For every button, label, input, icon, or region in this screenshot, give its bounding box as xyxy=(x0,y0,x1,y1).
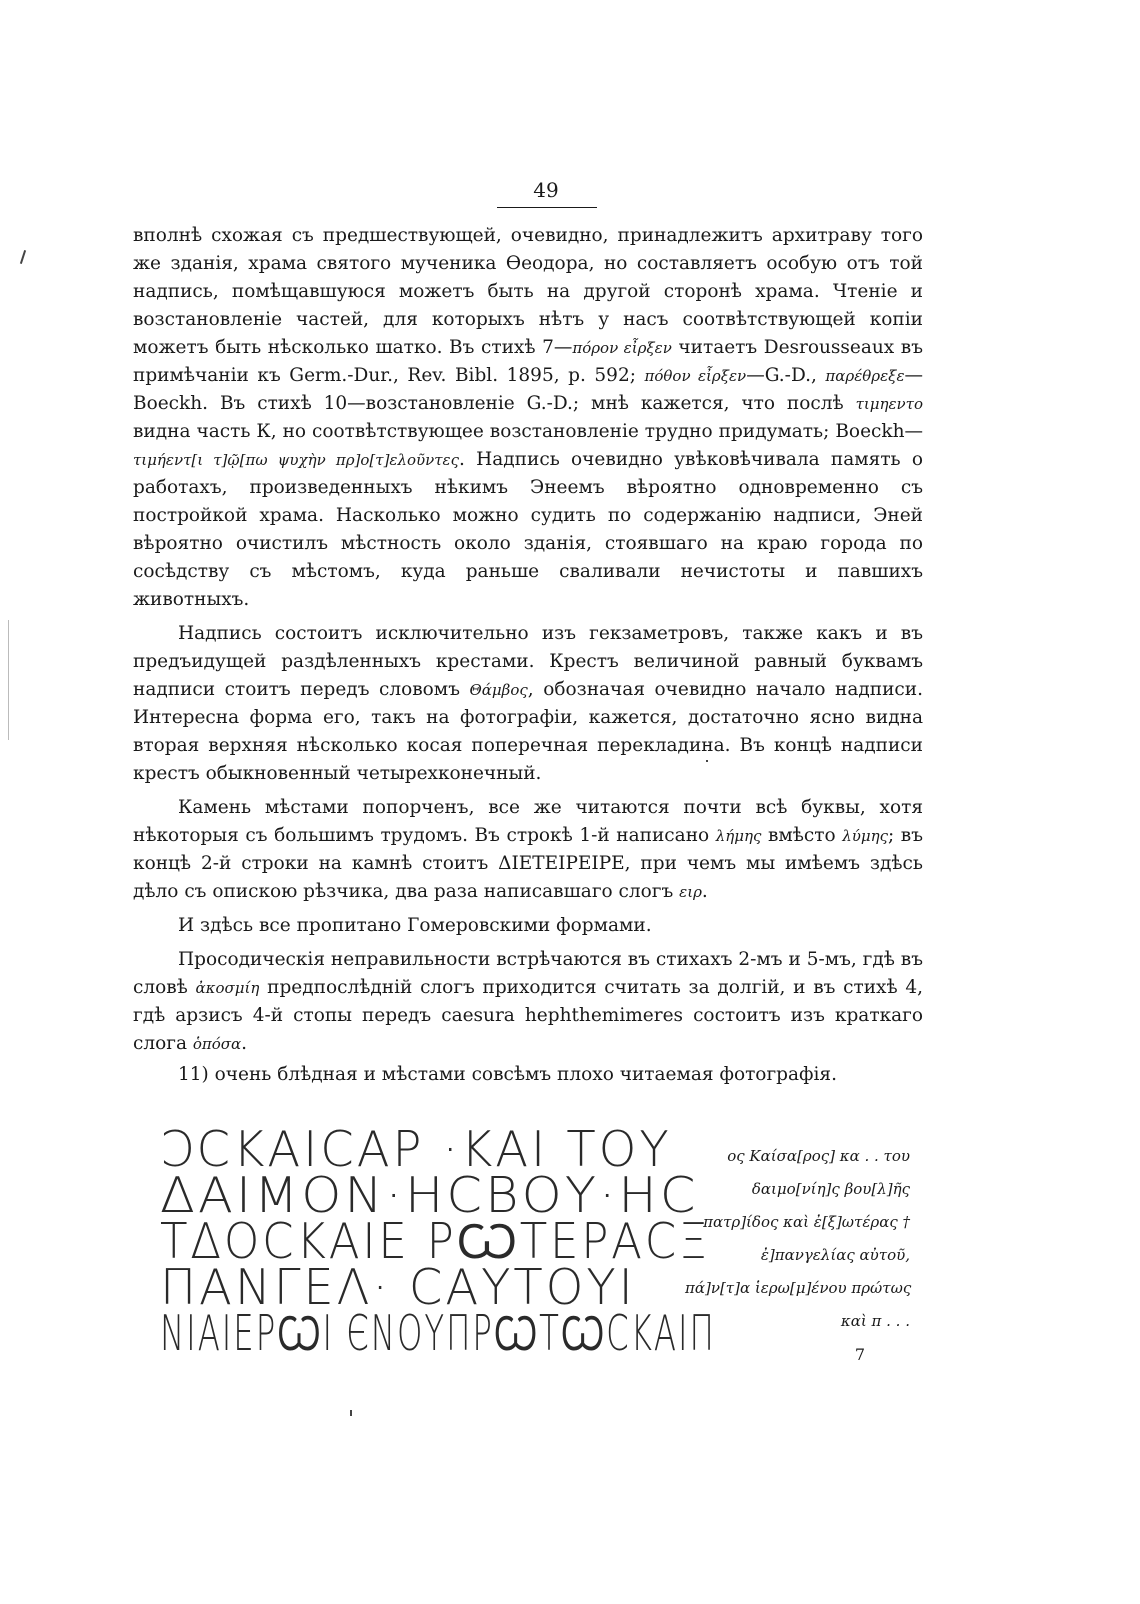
paragraph-1 xyxy=(133,222,923,614)
page-number-rule xyxy=(497,207,597,208)
paragraph-3 xyxy=(133,794,923,906)
greek-phrase: ὁπόσα xyxy=(192,1035,242,1053)
transcription-line-2: δαιμο[νίη]ς βου[λ]ῆς xyxy=(751,1180,910,1198)
text-run: вмѣсто xyxy=(761,825,843,846)
paragraph-4 xyxy=(133,912,923,940)
greek-phrase: πόθον εἶρξεν xyxy=(644,367,747,385)
scan-mark xyxy=(20,250,26,264)
text-run: И здѣсь все пропитано Гомеровскими формами. xyxy=(178,915,652,936)
text-run: . xyxy=(701,881,708,902)
page-number: 49 xyxy=(533,178,559,202)
inscription-transcription xyxy=(685,1140,910,1338)
text-run: вполнѣ схожая съ предшествующей, очевидно, принадлежитъ архитраву того же зданія, храма святого мученика Ѳеодора, но составляетъ особую отъ той надпись, помѣщавшуюся можетъ быть на другой сторонѣ храма. Чтеніе и возстановленіе частей, для которыхъ нѣтъ у насъ соотвѣтствующей копіи можетъ быть нѣсколько шатко. Въ стихѣ 7— xyxy=(133,225,923,358)
inscription-line-2: ΔΑΙΜΟΝ·ΗCΒΟΥ·ΗC xyxy=(160,1167,699,1224)
line-number: 7 xyxy=(854,1345,866,1364)
text-run: —G.-D., xyxy=(746,365,826,386)
transcription-line-1: ος Καίσα[ρος] κα . . του xyxy=(727,1147,910,1165)
transcription-line-6: καὶ π . . . xyxy=(840,1312,910,1330)
scan-speck xyxy=(706,760,708,762)
paragraph-5 xyxy=(133,946,923,1058)
text-run: предпослѣдній слогъ приходится считать за долгій, и въ стихѣ 4, гдѣ арзисъ 4-й стопы передъ caesura hephthemimeres состоитъ изъ краткаго слога xyxy=(133,977,923,1054)
greek-phrase: λήμης xyxy=(715,827,762,845)
body-text xyxy=(133,222,923,1058)
scan-speck xyxy=(350,1410,352,1416)
transcription-line-4: ἐ]πανγελίας αὐτοῦ, xyxy=(760,1246,910,1264)
greek-phrase: Θάμβος xyxy=(469,681,528,699)
greek-phrase: ειρ xyxy=(679,883,702,901)
greek-phrase: λύμης xyxy=(842,827,888,845)
text-run: —Boeckh. Въ стихѣ 10—возстановленіе G.-D.; мнѣ кажется, что послѣ xyxy=(133,365,923,414)
inscription-line-3: ΤΔΟCΚΑΙΕ ΡѠΤΕΡΑCΞ xyxy=(160,1213,711,1270)
text-run: читаетъ Desrousseaux въ примѣчаніи къ Germ.-Dur., Rev. Bibl. 1895, p. 592; xyxy=(133,337,923,386)
text-run: видна часть К, но соотвѣтствующее возстановленіе трудно придумать; Boeckh— xyxy=(133,421,923,442)
transcription-line-5: πά]ν[τ]α ἱερω[μ]ένου πρώτως xyxy=(685,1279,912,1297)
text-run: . Надпись очевидно увѣковѣчивала память о работахъ, произведенныхъ нѣкимъ Энеемъ вѣроятно одновременно съ постройкой храма. Насколько можно судить по содержанію надписи, Эней вѣроятно очистилъ мѣстность около зданія, стоявшаго на краю города по сосѣдству съ мѣстомъ, куда раньше сваливали нечистоты и павшихъ животныхъ. xyxy=(133,449,923,610)
inscription-line-1: ϽCΚΑΙCΑΡ ·ΚΑΙ ΤΟΥ xyxy=(160,1121,672,1178)
text-run: Надпись состоитъ исключительно изъ гекзаметровъ, также какъ и въ предъидущей раздѣленныхъ крестами. Крестъ величиной равный буквамъ надписи стоитъ передъ словомъ xyxy=(133,623,923,700)
greek-phrase: ἀκοσμίη xyxy=(195,979,260,997)
scan-edge-line xyxy=(8,620,9,740)
greek-phrase: πόρον εἶρξεν xyxy=(572,339,672,357)
text-run: Камень мѣстами попорченъ, все же читаются почти всѣ буквы, хотя нѣкоторыя съ большимъ трудомъ. Въ строкѣ 1-й написано xyxy=(133,797,923,846)
inscription-line-5: ΝΙΑΙΕΡѠΙ ЄΝΟΥΠΡѠΤѠCΚΑΙΠ xyxy=(160,1305,716,1362)
paragraph-2 xyxy=(133,620,923,788)
transcription-line-3: πατρ]ίδος καὶ ἐ[ξ]ωτέρας † xyxy=(703,1213,910,1231)
greek-phrase: παρέθρεξε xyxy=(825,367,905,385)
greek-phrase: τιμήεντ[ι τ]ῷ[πω ψυχὴν πρ]ο[τ]ελοῦντες xyxy=(133,451,460,469)
text-run: , обозначая очевидно начало надписи. Интересна форма его, такъ на фотографіи, кажется, достаточно ясно видна вторая верхняя нѣсколько косая поперечная перекладина. Въ концѣ надписи крестъ обыкновенный четырехконечный. xyxy=(133,679,923,784)
inscription-line-4: ΠΑΝΓΕΛ· CΑΥΤΟΥΙ xyxy=(160,1259,636,1316)
greek-phrase: τιμηεντο xyxy=(855,395,923,413)
section-note: 11) очень блѣдная и мѣстами совсѣмъ плохо читаемая фотографія. xyxy=(178,1064,837,1085)
text-run: ; въ концѣ 2-й строки на камнѣ стоитъ ΔΙΕΤΕΙΡΕΙΡΕ, при чемъ мы имѣемъ здѣсь дѣло съ опискою рѣзчика, два раза написавшаго слогъ xyxy=(133,825,923,902)
text-run: Просодическія неправильности встрѣчаются въ стихахъ 2-мъ и 5-мъ, гдѣ въ словѣ xyxy=(133,949,923,998)
text-run: . xyxy=(241,1033,248,1054)
inscription-drawing xyxy=(160,1121,716,1372)
